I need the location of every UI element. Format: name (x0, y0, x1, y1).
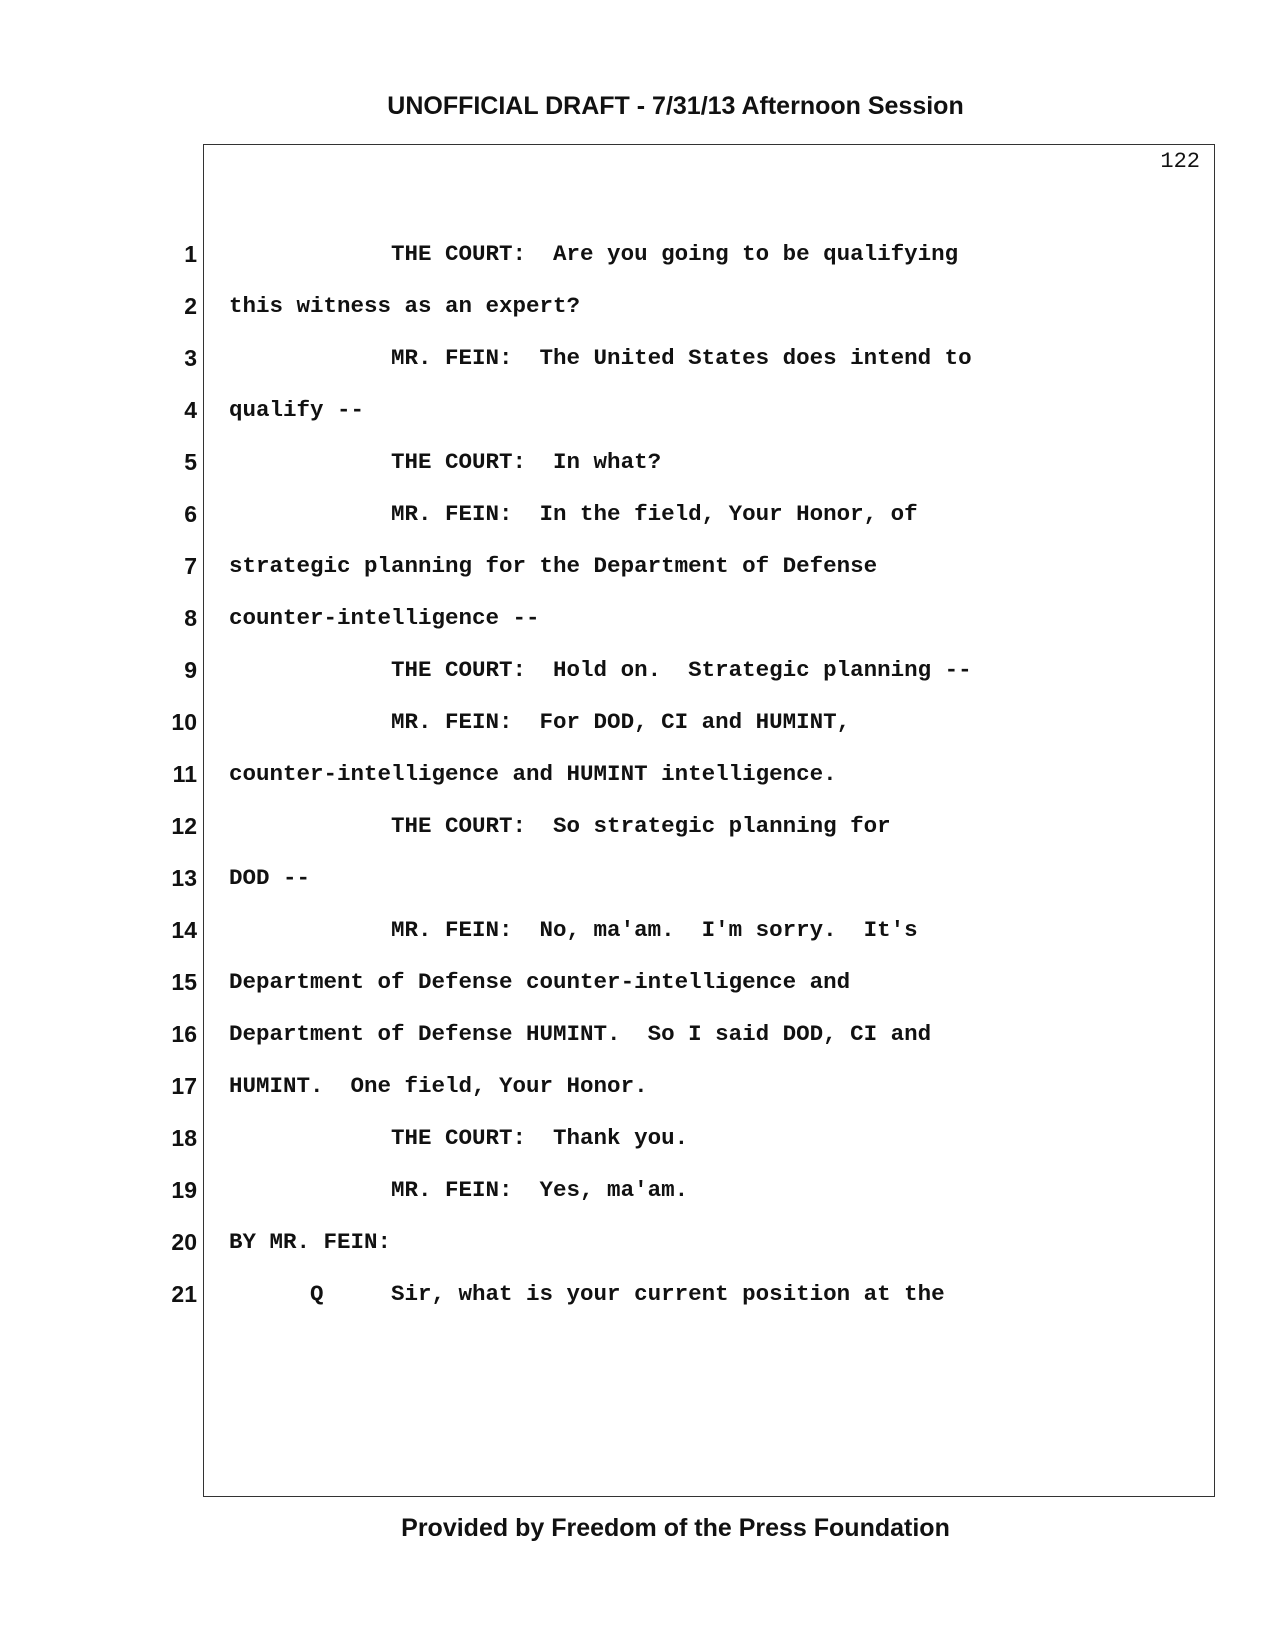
transcript-line (0, 236, 1275, 288)
line-number: 17 (171, 1073, 197, 1099)
line-number: 12 (171, 813, 197, 839)
line-text: this witness as an expert? (229, 293, 581, 319)
transcript-line (0, 392, 1275, 444)
line-number: 20 (171, 1229, 197, 1255)
line-number: 4 (184, 397, 197, 423)
line-text: HUMINT. One field, Your Honor. (229, 1073, 648, 1099)
line-number: 19 (171, 1177, 197, 1203)
line-number: 8 (184, 605, 197, 631)
line-text: THE COURT: In what? (229, 449, 662, 475)
transcript-line (0, 912, 1275, 964)
line-text: DOD -- (229, 865, 311, 891)
line-text: THE COURT: Hold on. Strategic planning -- (229, 657, 972, 683)
line-text: counter-intelligence and HUMINT intelligence. (229, 761, 837, 787)
transcript-line (0, 704, 1275, 756)
line-number: 6 (184, 501, 197, 527)
line-text: Department of Defense counter-intelligence and (229, 969, 851, 995)
line-number: 13 (171, 865, 197, 891)
transcript-line (0, 600, 1275, 652)
line-text: MR. FEIN: The United States does intend to (229, 345, 972, 371)
line-text: qualify -- (229, 397, 365, 423)
footer-text: Provided by Freedom of the Press Foundation (401, 1514, 950, 1542)
line-text: THE COURT: So strategic planning for (229, 813, 891, 839)
line-number: 3 (184, 345, 197, 371)
transcript-line (0, 1276, 1275, 1328)
line-text: MR. FEIN: In the field, Your Honor, of (229, 501, 918, 527)
line-number: 5 (184, 449, 197, 475)
line-text: THE COURT: Are you going to be qualifying (229, 241, 959, 267)
line-text: MR. FEIN: No, ma'am. I'm sorry. It's (229, 917, 918, 943)
transcript-line (0, 860, 1275, 912)
transcript-line (0, 756, 1275, 808)
line-number: 10 (171, 709, 197, 735)
line-number: 2 (184, 293, 197, 319)
line-text: Department of Defense HUMINT. So I said DOD, CI and (229, 1021, 932, 1047)
header-title: UNOFFICIAL DRAFT - 7/31/13 Afternoon Session (387, 92, 964, 120)
line-text: MR. FEIN: For DOD, CI and HUMINT, (229, 709, 851, 735)
transcript-line (0, 1016, 1275, 1068)
transcript-line (0, 288, 1275, 340)
transcript-line (0, 808, 1275, 860)
transcript-line (0, 340, 1275, 392)
transcript-line (0, 652, 1275, 704)
line-text: MR. FEIN: Yes, ma'am. (229, 1177, 689, 1203)
transcript-line (0, 444, 1275, 496)
transcript-line (0, 1068, 1275, 1120)
line-number: 14 (171, 917, 197, 943)
line-number: 21 (171, 1281, 197, 1307)
line-text: counter-intelligence -- (229, 605, 540, 631)
line-number: 9 (184, 657, 197, 683)
line-number: 1 (184, 241, 197, 267)
page-footer (0, 1508, 1275, 1548)
transcript-line (0, 964, 1275, 1016)
line-number: 18 (171, 1125, 197, 1151)
line-number: 15 (171, 969, 197, 995)
page-header (0, 86, 1275, 126)
line-text: strategic planning for the Department of Defense (229, 553, 878, 579)
transcript-line (0, 1120, 1275, 1172)
line-number: 7 (184, 553, 197, 579)
line-number: 11 (172, 761, 197, 787)
transcript-line (0, 1224, 1275, 1276)
line-text: BY MR. FEIN: (229, 1229, 392, 1255)
transcript-line (0, 548, 1275, 600)
transcript-line (0, 496, 1275, 548)
line-text: THE COURT: Thank you. (229, 1125, 689, 1151)
transcript-line (0, 1172, 1275, 1224)
page-number: 122 (1160, 149, 1200, 174)
line-text: Q Sir, what is your current position at the (229, 1281, 945, 1307)
line-number: 16 (171, 1021, 197, 1047)
